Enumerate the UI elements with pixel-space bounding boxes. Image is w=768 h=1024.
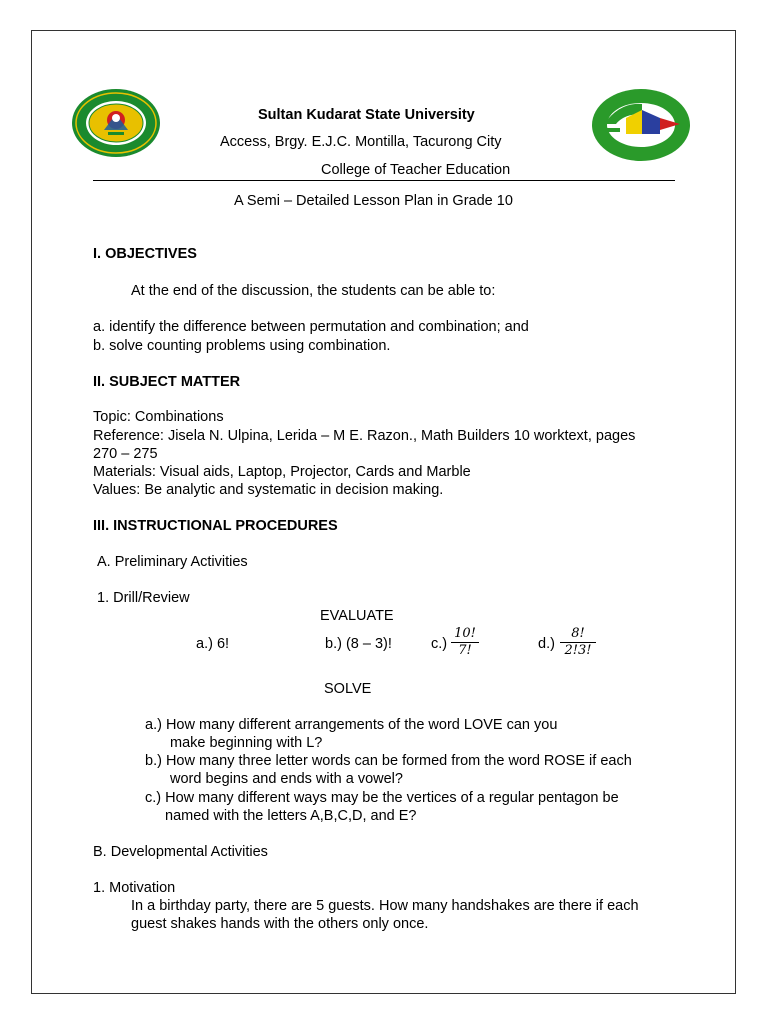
topic-line: Topic: Combinations (93, 409, 224, 425)
university-name: Sultan Kudarat State University (258, 107, 475, 123)
evaluate-item-d-fraction (560, 626, 596, 659)
university-address: Access, Brgy. E.J.C. Montilla, Tacurong City (220, 134, 502, 150)
motivation-line-2: guest shakes hands with the others only once. (131, 916, 429, 932)
solve-item-b-line-1: b.) How many three letter words can be formed from the word ROSE if each (145, 753, 632, 769)
fraction-d-denominator: 2!3! (564, 643, 592, 658)
solve-item-c-line-2: named with the letters A,B,C,D, and E? (165, 808, 417, 824)
materials-line: Materials: Visual aids, Laptop, Projector, Cards and Marble (93, 464, 471, 480)
drill-review: 1. Drill/Review (97, 590, 190, 606)
values-line: Values: Be analytic and systematic in decision making. (93, 482, 444, 498)
evaluate-item-c-fraction (451, 626, 479, 659)
reference-line-1: Reference: Jisela N. Ulpina, Lerida – M E. Razon., Math Builders 10 worktext, pages (93, 428, 636, 444)
university-seal-icon (70, 88, 162, 158)
solve-item-c-line-1: c.) How many different ways may be the vertices of a regular pentagon be (145, 790, 619, 806)
solve-item-a-line-2: make beginning with L? (170, 735, 323, 751)
solve-label: SOLVE (324, 681, 372, 697)
college-logo-icon (590, 88, 692, 162)
objectives-intro: At the end of the discussion, the students can be able to: (131, 283, 496, 299)
objectives-heading: I. OBJECTIVES (93, 246, 197, 262)
evaluate-item-d-label: d.) (538, 636, 555, 652)
lesson-plan-title: A Semi – Detailed Lesson Plan in Grade 10 (234, 193, 513, 209)
header-divider (93, 180, 675, 181)
developmental-activities: B. Developmental Activities (93, 844, 268, 860)
preliminary-activities: A. Preliminary Activities (97, 554, 248, 570)
motivation-line-1: In a birthday party, there are 5 guests. How many handshakes are there if each (131, 898, 639, 914)
motivation-label: 1. Motivation (93, 880, 176, 896)
fraction-c-numerator: 10! (454, 626, 476, 641)
fraction-d-numerator: 8! (571, 626, 585, 641)
subject-matter-heading: II. SUBJECT MATTER (93, 374, 241, 390)
fraction-c-denominator: 7! (458, 643, 472, 658)
evaluate-item-b: b.) (8 – 3)! (325, 636, 392, 652)
procedures-heading: III. INSTRUCTIONAL PROCEDURES (93, 518, 338, 534)
evaluate-item-c-label: c.) (431, 636, 448, 652)
solve-item-b-line-2: word begins and ends with a vowel? (170, 771, 403, 787)
solve-item-a-line-1: a.) How many different arrangements of the word LOVE can you (145, 717, 558, 733)
reference-line-2: 270 – 275 (93, 446, 158, 462)
college-name: College of Teacher Education (321, 162, 511, 178)
objective-item-b: b. solve counting problems using combination. (93, 338, 391, 354)
evaluate-label: EVALUATE (320, 608, 394, 624)
objective-item-a: a. identify the difference between permutation and combination; and (93, 319, 529, 335)
evaluate-item-a: a.) 6! (196, 636, 230, 652)
